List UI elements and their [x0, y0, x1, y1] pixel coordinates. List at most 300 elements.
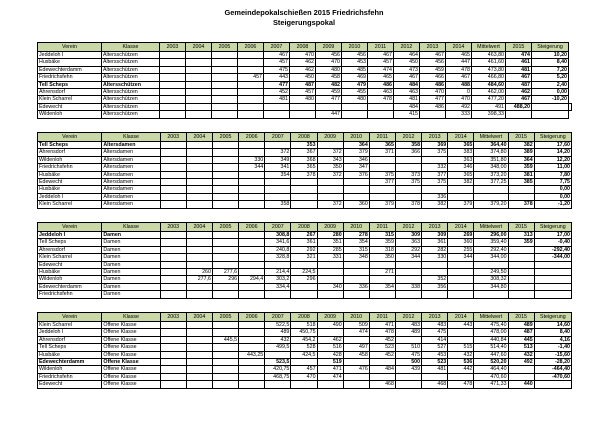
value-cell: 321 [291, 254, 317, 261]
column-header: Mittelwert [474, 313, 508, 322]
value-cell: 474 [317, 373, 343, 380]
value-cell: 432 [508, 351, 534, 358]
value-cell: 267 [291, 232, 317, 239]
value-cell [291, 358, 317, 365]
value-cell [160, 351, 186, 358]
value-cell [534, 268, 571, 275]
value-cell [239, 142, 265, 149]
column-header: 2003 [160, 313, 186, 322]
value-cell: 12,20 [534, 156, 571, 163]
value-cell: 515 [448, 344, 474, 351]
value-cell: 481 [422, 366, 448, 373]
value-cell: 260 [186, 268, 212, 275]
value-cell [534, 261, 571, 268]
column-header: Verein [38, 313, 102, 322]
column-header: 2008 [291, 133, 317, 142]
value-cell: 372 [265, 149, 291, 156]
klasse-cell: Altersdamen [102, 186, 160, 193]
value-cell: 5,20 [532, 74, 569, 81]
verein-cell: Friedrichsfehn [38, 291, 102, 298]
value-cell: 489 [265, 329, 291, 336]
value-cell [422, 156, 448, 163]
value-cell [186, 358, 212, 365]
value-cell: 376 [343, 171, 369, 178]
value-cell: 0,00 [534, 186, 571, 193]
klasse-cell: Damen [102, 268, 160, 275]
column-header: 2011 [369, 223, 395, 232]
verein-cell: Friedrichsfehn [38, 74, 102, 81]
value-cell: 466 [420, 74, 446, 81]
value-cell: 443 [448, 322, 474, 329]
verein-cell: Husbäke [38, 59, 102, 66]
value-cell: 296 [291, 276, 317, 283]
value-cell [264, 103, 290, 110]
value-cell [186, 283, 212, 290]
value-cell [239, 201, 265, 208]
verein-cell: Klein Scharrel [38, 322, 102, 329]
column-header: Steigerung [532, 43, 569, 52]
value-cell [508, 268, 534, 275]
value-cell: 445,5 [212, 336, 238, 343]
value-cell [212, 59, 238, 66]
column-header: Klasse [102, 313, 160, 322]
value-cell [212, 81, 238, 88]
value-cell: 330 [239, 156, 265, 163]
value-cell [239, 261, 265, 268]
value-cell: 385 [508, 178, 534, 185]
value-cell: 328,8 [265, 254, 291, 261]
value-cell [212, 283, 238, 290]
value-cell: 490 [317, 322, 343, 329]
value-cell: 364,40 [474, 142, 508, 149]
value-cell [212, 239, 238, 246]
value-cell [422, 268, 448, 275]
value-cell: 282 [422, 246, 448, 253]
verein-cell: Jeddeloh I [38, 52, 102, 59]
table-altersdamen [37, 132, 572, 209]
value-cell: 214,4 [265, 268, 291, 275]
value-cell [160, 81, 186, 88]
klasse-cell: Altersdamen [102, 171, 160, 178]
table-row [38, 351, 572, 358]
value-cell: 340 [317, 283, 343, 290]
value-cell [265, 261, 291, 268]
column-header: 2009 [317, 313, 343, 322]
value-cell [448, 268, 474, 275]
value-cell: 469 [342, 74, 368, 81]
value-cell: 509 [343, 322, 369, 329]
column-header: 2012 [395, 223, 421, 232]
value-cell: 463 [394, 88, 420, 95]
value-cell [395, 276, 421, 283]
value-cell [369, 186, 395, 193]
value-cell [395, 193, 421, 200]
klasse-cell: Altersschützen [102, 81, 160, 88]
klasse-cell: Damen [102, 246, 160, 253]
value-cell: 482 [316, 81, 342, 88]
value-cell [186, 246, 212, 253]
value-cell [239, 373, 265, 380]
value-cell [186, 111, 212, 118]
value-cell: 349 [265, 156, 291, 163]
column-header: 2014 [448, 133, 474, 142]
value-cell [212, 261, 238, 268]
value-cell: 440 [508, 381, 534, 388]
value-cell: 528 [291, 344, 317, 351]
value-cell: 333 [446, 111, 472, 118]
value-cell: 450,75 [291, 329, 317, 336]
value-cell: 363 [448, 156, 474, 163]
value-cell: 456 [342, 52, 368, 59]
value-cell: 292 [395, 246, 421, 253]
table-row [38, 111, 572, 118]
value-cell [239, 268, 265, 275]
value-cell: 348,00 [474, 164, 508, 171]
value-cell [343, 178, 369, 185]
value-cell [212, 96, 238, 103]
table-altersschuetzen [37, 42, 572, 119]
value-cell: 375 [395, 178, 421, 185]
table-row [38, 329, 572, 336]
header-row [38, 133, 572, 142]
value-cell [238, 66, 264, 73]
column-header: 2008 [290, 43, 316, 52]
value-cell [534, 283, 571, 290]
value-cell [369, 276, 395, 283]
value-cell: 488 [446, 81, 472, 88]
value-cell: 359 [508, 164, 534, 171]
value-cell: 0 [446, 88, 472, 95]
value-cell: 467 [420, 52, 446, 59]
value-cell: 364 [343, 142, 369, 149]
value-cell [343, 186, 369, 193]
verein-cell: Jeddeloh I [38, 232, 102, 239]
value-cell [239, 186, 265, 193]
value-cell: 483 [395, 322, 421, 329]
value-cell: 484 [394, 81, 420, 88]
value-cell: 489 [508, 322, 534, 329]
value-cell: 536 [448, 358, 474, 365]
column-header: 2007 [264, 43, 290, 52]
value-cell: 344,80 [474, 283, 508, 290]
column-header: 2004 [186, 313, 212, 322]
value-cell [160, 111, 186, 118]
value-cell [317, 291, 343, 298]
value-cell: 8,40 [532, 59, 569, 66]
value-cell: 443 [264, 74, 290, 81]
value-cell: 510 [395, 344, 421, 351]
value-cell [238, 88, 264, 95]
value-cell: 365 [369, 142, 395, 149]
table-row [38, 261, 572, 268]
column-header: 2010 [343, 133, 369, 142]
value-cell: 350 [317, 164, 343, 171]
value-cell: 475 [395, 351, 421, 358]
value-cell [212, 88, 238, 95]
column-header: 2013 [420, 43, 446, 52]
column-header: Mittelwert [474, 133, 508, 142]
column-header: 2012 [395, 133, 421, 142]
value-cell [239, 344, 265, 351]
value-cell [569, 103, 572, 110]
value-cell: 487 [290, 81, 316, 88]
value-cell [265, 351, 291, 358]
verein-cell: Tell Scheps [38, 81, 102, 88]
value-cell [317, 178, 343, 185]
value-cell: 377 [369, 178, 395, 185]
verein-cell: Edewecht [38, 178, 102, 185]
value-cell: 313 [508, 232, 534, 239]
value-cell [508, 291, 534, 298]
value-cell [160, 261, 186, 268]
column-header: 2007 [265, 223, 291, 232]
klasse-cell: Offene Klasse [102, 351, 160, 358]
value-cell [474, 193, 508, 200]
value-cell [160, 103, 186, 110]
table-row [38, 88, 572, 95]
value-cell [317, 276, 343, 283]
value-cell [212, 149, 238, 156]
value-cell: 378 [291, 171, 317, 178]
table-row [38, 322, 572, 329]
value-cell: 471,33 [474, 381, 508, 388]
value-cell: 10,20 [532, 52, 569, 59]
klasse-cell: Offene Klasse [102, 373, 160, 380]
value-cell: 354 [265, 171, 291, 178]
value-cell: 479 [342, 81, 368, 88]
klasse-cell: Offene Klasse [102, 381, 160, 388]
value-cell: 336 [343, 283, 369, 290]
value-cell [291, 261, 317, 268]
value-cell [343, 276, 369, 283]
column-header: 2008 [291, 223, 317, 232]
klasse-cell: Damen [102, 232, 160, 239]
value-cell: 474 [368, 66, 394, 73]
table-row [38, 193, 572, 200]
klasse-cell: Altersschützen [102, 52, 160, 59]
klasse-cell: Altersdamen [102, 193, 160, 200]
value-cell: 467 [264, 52, 290, 59]
value-cell: 338 [395, 283, 421, 290]
value-cell [239, 283, 265, 290]
value-cell: 523 [422, 358, 448, 365]
value-cell: 457 [368, 59, 394, 66]
klasse-cell: Altersdamen [102, 201, 160, 208]
value-cell: 470 [290, 52, 316, 59]
value-cell: 459 [316, 88, 342, 95]
value-cell [239, 246, 265, 253]
value-cell: 457 [290, 88, 316, 95]
value-cell: 4,16 [534, 336, 571, 343]
value-cell: 440,84 [474, 336, 508, 343]
value-cell [160, 239, 186, 246]
value-cell [239, 366, 265, 373]
value-cell [186, 193, 212, 200]
value-cell: 462 [506, 88, 532, 95]
value-cell [342, 103, 368, 110]
column-header: 2013 [422, 223, 448, 232]
value-cell: 361 [422, 239, 448, 246]
value-cell [265, 142, 291, 149]
value-cell: 240,8 [265, 246, 291, 253]
value-cell [291, 186, 317, 193]
value-cell [160, 201, 186, 208]
value-cell: 383 [448, 149, 474, 156]
value-cell [212, 156, 238, 163]
verein-cell: Husbäke [38, 171, 102, 178]
verein-cell: Ahrensdorf [38, 246, 102, 253]
value-cell [160, 254, 186, 261]
value-cell: 14,60 [534, 322, 571, 329]
value-cell: 520,20 [474, 358, 508, 365]
value-cell [368, 111, 394, 118]
column-header: 2005 [212, 43, 238, 52]
value-cell: 453 [422, 351, 448, 358]
value-cell: 491 [472, 103, 506, 110]
value-cell: -1,40 [534, 344, 571, 351]
value-cell: 344,00 [474, 254, 508, 261]
value-cell: 499,5 [265, 344, 291, 351]
column-header: 2007 [265, 133, 291, 142]
value-cell [160, 366, 186, 373]
value-cell: 516 [317, 344, 343, 351]
value-cell: 372 [317, 171, 343, 178]
value-cell: 420,75 [265, 366, 291, 373]
column-header: 2012 [395, 313, 421, 322]
value-cell: 14,20 [534, 149, 571, 156]
value-cell: -292,40 [534, 246, 571, 253]
klasse-cell: Offene Klasse [102, 358, 160, 365]
value-cell: 373 [395, 171, 421, 178]
value-cell [508, 246, 534, 253]
value-cell: 513 [508, 344, 534, 351]
value-cell: 468,75 [265, 373, 291, 380]
value-cell: 461 [506, 59, 532, 66]
value-cell: 523,5 [265, 358, 291, 365]
header-row [38, 313, 572, 322]
verein-cell: Wildenloh [38, 111, 102, 118]
value-cell [238, 111, 264, 118]
value-cell [186, 261, 212, 268]
value-cell: 356 [422, 283, 448, 290]
value-cell: 439 [395, 366, 421, 373]
value-cell: 271 [369, 268, 395, 275]
value-cell [369, 193, 395, 200]
value-cell: 358 [265, 201, 291, 208]
value-cell [395, 268, 421, 275]
value-cell [212, 178, 238, 185]
value-cell: 484,60 [472, 81, 506, 88]
table-row [38, 336, 572, 343]
value-cell: 359 [508, 239, 534, 246]
value-cell: -28,20 [534, 358, 571, 365]
value-cell [186, 96, 212, 103]
value-cell [239, 171, 265, 178]
value-cell: 523 [369, 344, 395, 351]
value-cell: 457 [291, 366, 317, 373]
value-cell [317, 186, 343, 193]
verein-cell: Husbäke [38, 268, 102, 275]
value-cell: 368 [291, 156, 317, 163]
value-cell: 452 [264, 88, 290, 95]
column-header: 2014 [446, 43, 472, 52]
value-cell [212, 66, 238, 73]
value-cell: 465 [446, 52, 472, 59]
value-cell: 347 [343, 164, 369, 171]
value-cell [160, 66, 186, 73]
value-cell: 477 [316, 96, 342, 103]
value-cell [291, 381, 317, 388]
column-header: 2003 [160, 223, 186, 232]
value-cell [186, 142, 212, 149]
value-cell [160, 88, 186, 95]
column-header: Verein [38, 133, 102, 142]
value-cell [422, 186, 448, 193]
verein-cell: Friedrichsfehn [38, 373, 102, 380]
value-cell [239, 149, 265, 156]
value-cell: 330 [422, 254, 448, 261]
verein-cell: Husbäke [38, 351, 102, 358]
value-cell: 487 [508, 329, 534, 336]
value-cell [212, 103, 238, 110]
page-subtitle: Steigerungspokal [272, 18, 335, 27]
value-cell [343, 268, 369, 275]
value-cell [160, 142, 186, 149]
verein-cell: Edewechterdamm [38, 66, 102, 73]
value-cell: -1,20 [534, 201, 571, 208]
value-cell: 459 [420, 66, 446, 73]
value-cell: 464 [394, 52, 420, 59]
value-cell: 375 [422, 149, 448, 156]
value-cell: 269 [448, 232, 474, 239]
verein-cell: Edewecht [38, 261, 102, 268]
value-cell [160, 164, 186, 171]
value-cell: 519 [317, 358, 343, 365]
value-cell: 378 [508, 201, 534, 208]
value-cell [160, 186, 186, 193]
value-cell [186, 81, 212, 88]
value-cell [212, 291, 238, 298]
value-cell [448, 329, 474, 336]
column-header: 2009 [316, 43, 342, 52]
value-cell: 468 [422, 381, 448, 388]
value-cell [343, 336, 369, 343]
column-header: 2010 [342, 43, 368, 52]
value-cell [291, 201, 317, 208]
verein-cell: Klein Scharrel [38, 201, 102, 208]
value-cell: 359,40 [474, 239, 508, 246]
value-cell [395, 186, 421, 193]
value-cell [239, 193, 265, 200]
value-cell: 527 [422, 344, 448, 351]
value-cell: 432 [448, 351, 474, 358]
value-cell: 477 [264, 81, 290, 88]
column-header: 2004 [186, 223, 212, 232]
value-cell: -15,60 [534, 351, 571, 358]
value-cell: 478 [368, 96, 394, 103]
value-cell: 360 [343, 201, 369, 208]
value-cell: 454,2 [291, 336, 317, 343]
value-cell [212, 201, 238, 208]
value-cell: 474 [343, 329, 369, 336]
column-header: Verein [38, 43, 102, 52]
column-header: 2005 [212, 133, 238, 142]
value-cell: 2,40 [532, 81, 569, 88]
table-row [38, 149, 572, 156]
value-cell: 473,80 [472, 66, 506, 73]
value-cell [239, 178, 265, 185]
value-cell [160, 193, 186, 200]
